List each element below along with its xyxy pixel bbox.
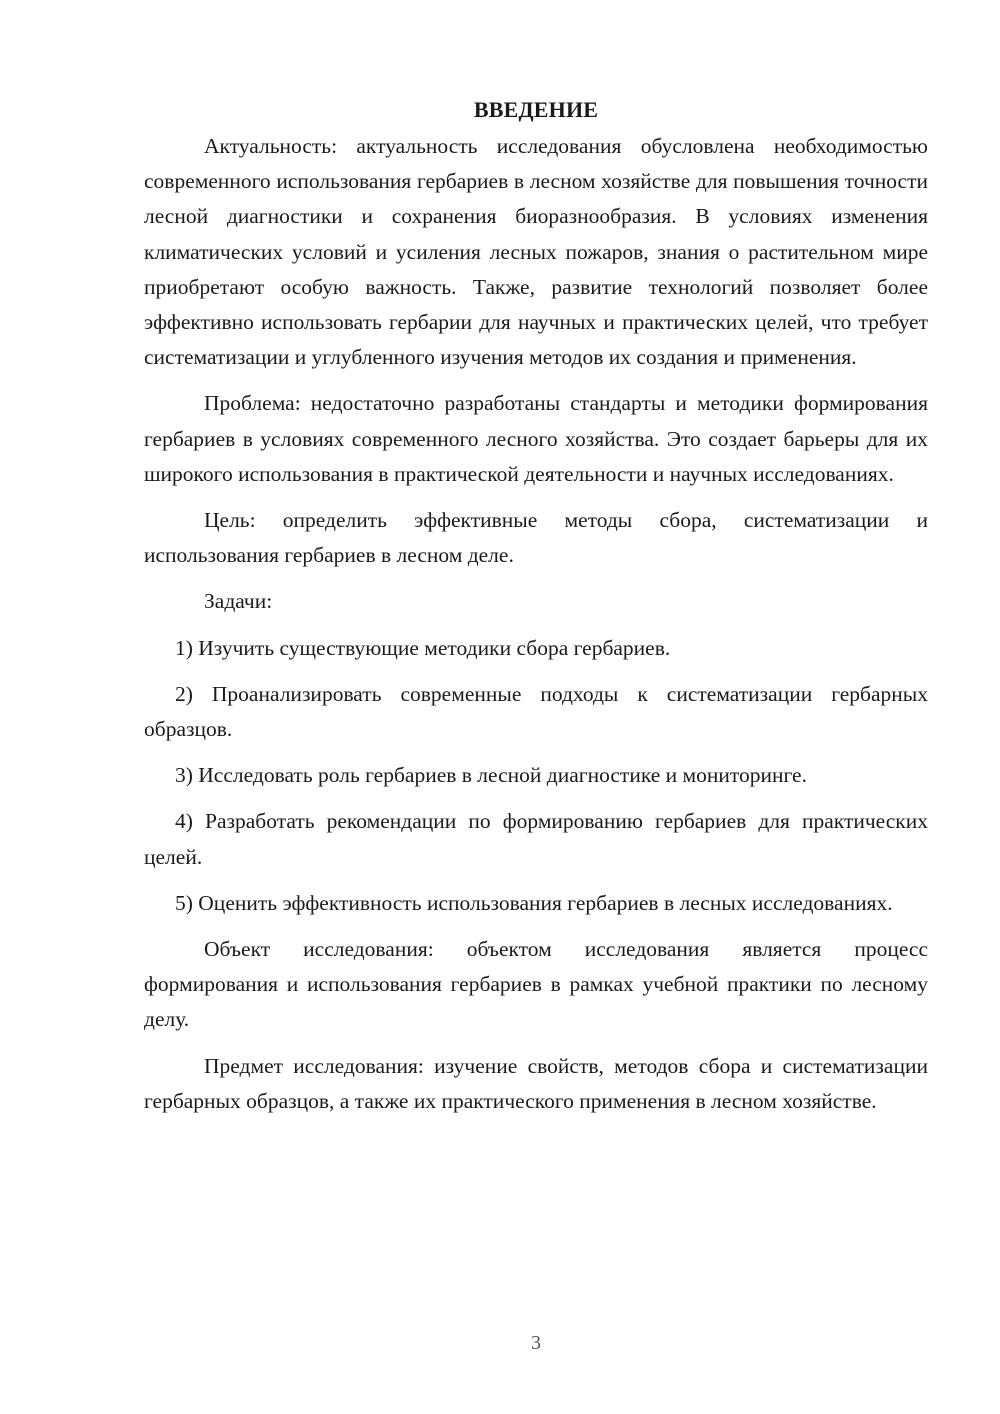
task-item-3: 3) Исследовать роль гербариев в лесной диагностике и мониторинге. [175, 763, 807, 788]
task-item-1: 1) Изучить существующие методики сбора гербариев. [175, 635, 671, 660]
paragraph-object: Объект исследования: объектом исследования является процесс формирования и использования гербариев в рамках учебной практики по лесному делу. [144, 937, 928, 1032]
paragraph-tasks-heading: Задачи: [204, 589, 273, 614]
paragraph-subject: Предмет исследования: изучение свойств, методов сбора и систематизации гербарных образцов, а также их практического применения в лесном хозяйстве. [144, 1053, 928, 1113]
document-title: ВВЕДЕНИЕ [473, 97, 599, 122]
task-item-5: 5) Оценить эффективность использования гербариев в лесных исследованиях. [175, 890, 893, 915]
paragraph-relevance: Актуальность: актуальность исследования обусловлена необходимостью современного использования гербариев в лесном хозяйстве для повышения точности лесной диагностики и сохранения биоразнообразия. В условиях изменения климатических условий и усиления лесных пожаров, знания о растительном мире приобретают особую важность. Также, развитие технологий позволяет более эффективно использовать гербарии для научных и практических целей, что требует систематизации и углубленного изучения методов их создания и применения. [144, 134, 928, 370]
paragraph-problem: Проблема: недостаточно разработаны стандарты и методики формирования гербариев в условиях современного лесного хозяйства. Это создает барьеры для их широкого использования в практической деятельности и научных исследованиях. [144, 391, 928, 486]
paragraph-goal: Цель: определить эффективные методы сбора, систематизации и использования гербариев в лесном деле. [144, 508, 928, 568]
document-page [144, 92, 928, 1130]
task-item-2: 2) Проанализировать современные подходы к систематизации гербарных образцов. [144, 681, 928, 742]
task-item-4: 4) Разработать рекомендации по формированию гербариев для практических целей. [144, 809, 928, 869]
page-number: 3 [531, 1332, 541, 1354]
